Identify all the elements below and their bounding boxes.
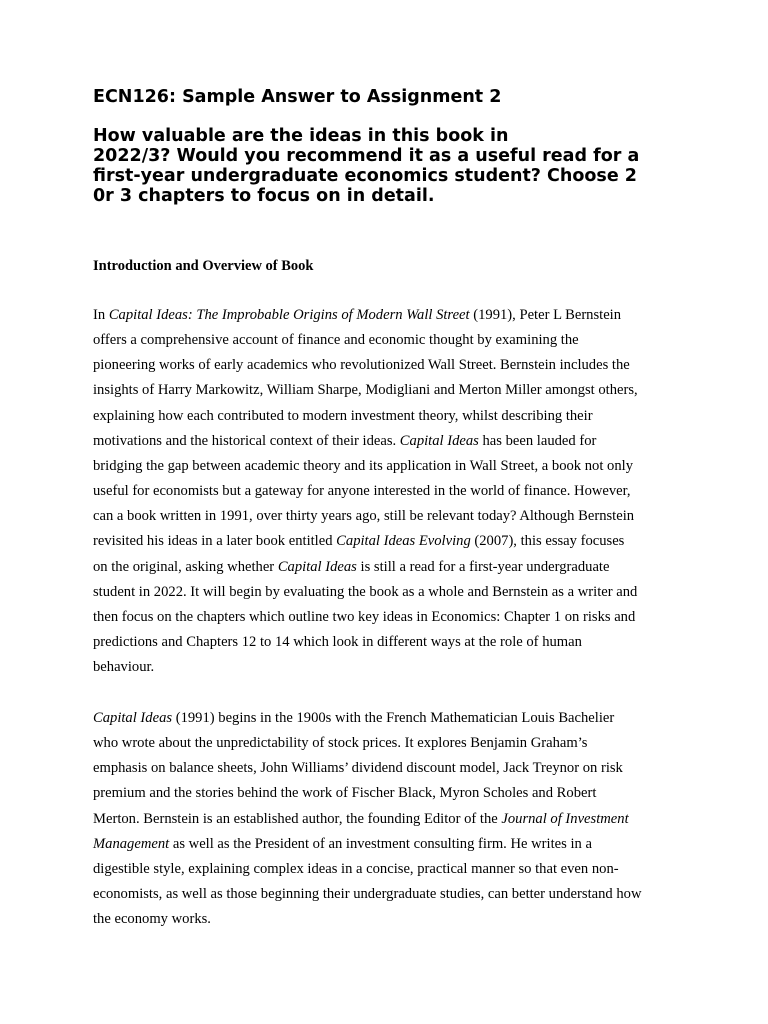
italic-title-text: Capital Ideas bbox=[399, 432, 479, 449]
question-line: 2022/3? Would you recommend it as a useful read for a bbox=[93, 146, 640, 166]
text-run: pioneering works of early academics who revolutionized Wall Street. Bernstein includes the bbox=[93, 357, 630, 374]
text-run: who wrote about the unpredictability of stock prices. It explores Benjamin Graham’s bbox=[93, 735, 588, 752]
text-run: offers a comprehensive account of finance and economic thought by examining the bbox=[93, 332, 579, 349]
question-line: How valuable are the ideas in this book in bbox=[93, 126, 509, 146]
text-run: revisited his ideas in a later book entitled bbox=[93, 533, 337, 550]
text-run: as well as the President of an investment consulting firm. He writes in a bbox=[169, 835, 592, 852]
question-line: 0r 3 chapters to focus on in detail. bbox=[93, 186, 435, 206]
document-title: ECN126: Sample Answer to Assignment 2 bbox=[93, 87, 502, 107]
text-line bbox=[93, 706, 641, 731]
italic-title-text: Capital Ideas bbox=[277, 558, 357, 575]
text-line bbox=[93, 479, 638, 504]
text-line bbox=[93, 429, 638, 454]
text-run: In bbox=[93, 307, 109, 323]
text-line bbox=[93, 580, 638, 605]
text-line bbox=[93, 756, 641, 781]
text-line bbox=[93, 731, 641, 756]
text-line bbox=[93, 882, 641, 907]
text-run: bridging the gap between academic theory and its application in Wall Street, a book not only bbox=[93, 457, 633, 474]
text-run: emphasis on balance sheets, John Williams’ dividend discount model, Jack Treynor on risk bbox=[93, 760, 623, 777]
text-line bbox=[93, 504, 638, 529]
text-run: student in 2022. It will begin by evaluating the book as a whole and Bernstein as a writer and bbox=[93, 583, 638, 600]
body-paragraph bbox=[93, 303, 638, 680]
text-run: Merton. Bernstein is an established author, the founding Editor of the bbox=[93, 810, 502, 827]
text-run: premium and the stories behind the work of Fischer Black, Myron Scholes and Robert bbox=[93, 785, 597, 802]
italic-title-text: Management bbox=[93, 835, 170, 852]
text-line bbox=[93, 328, 638, 353]
italic-title-text: Journal of Investment bbox=[501, 810, 629, 827]
text-run: on the original, asking whether bbox=[93, 558, 278, 575]
text-line bbox=[93, 378, 638, 403]
text-line bbox=[93, 529, 638, 554]
text-run: (1991), Peter L Bernstein bbox=[469, 307, 622, 323]
text-run: can a book written in 1991, over thirty years ago, still be relevant today? Although Bernstein bbox=[93, 508, 635, 525]
text-run: the economy works. bbox=[93, 911, 211, 928]
text-run: insights of Harry Markowitz, William Sharpe, Modigliani and Merton Miller amongst others, bbox=[93, 382, 638, 399]
italic-title-text: Capital Ideas bbox=[93, 710, 173, 726]
text-run: motivations and the historical context of their ideas. bbox=[93, 432, 400, 449]
text-run: has been lauded for bbox=[478, 432, 597, 449]
text-run: behaviour. bbox=[93, 659, 155, 676]
text-line bbox=[93, 555, 638, 580]
text-line bbox=[93, 303, 638, 328]
text-line bbox=[93, 630, 638, 655]
section-heading: Introduction and Overview of Book bbox=[93, 258, 314, 274]
text-line bbox=[93, 404, 638, 429]
text-run: then focus on the chapters which outline two key ideas in Economics: Chapter 1 on risks and bbox=[93, 608, 636, 625]
text-run: explaining how each contributed to modern investment theory, whilst describing their bbox=[93, 407, 593, 424]
text-line bbox=[93, 781, 641, 806]
question-line: first-year undergraduate economics student? Choose 2 bbox=[93, 166, 637, 186]
body-paragraph bbox=[93, 706, 641, 932]
text-run: (1991) begins in the 1900s with the French Mathematician Louis Bachelier bbox=[172, 710, 615, 726]
italic-title-text: Capital Ideas: The Improbable Origins of Modern Wall Street bbox=[108, 307, 470, 323]
text-line bbox=[93, 353, 638, 378]
text-run: economists, as well as those beginning their undergraduate studies, can better understand how bbox=[93, 886, 642, 903]
italic-title-text: Capital Ideas Evolving bbox=[336, 533, 471, 550]
text-run: digestible style, explaining complex ideas in a concise, practical manner so that even non- bbox=[93, 860, 619, 877]
text-run: predictions and Chapters 12 to 14 which look in different ways at the role of human bbox=[93, 634, 582, 651]
text-line bbox=[93, 655, 638, 680]
text-line bbox=[93, 907, 641, 932]
assignment-question bbox=[93, 126, 639, 206]
text-run: (2007), this essay focuses bbox=[470, 533, 625, 550]
text-line bbox=[93, 807, 641, 832]
text-line bbox=[93, 832, 641, 857]
text-run: is still a read for a first-year undergraduate bbox=[356, 558, 610, 575]
text-run: useful for economists but a gateway for anyone interested in the world of finance. However, bbox=[93, 483, 631, 500]
text-line bbox=[93, 454, 638, 479]
text-line bbox=[93, 605, 638, 630]
text-line bbox=[93, 857, 641, 882]
